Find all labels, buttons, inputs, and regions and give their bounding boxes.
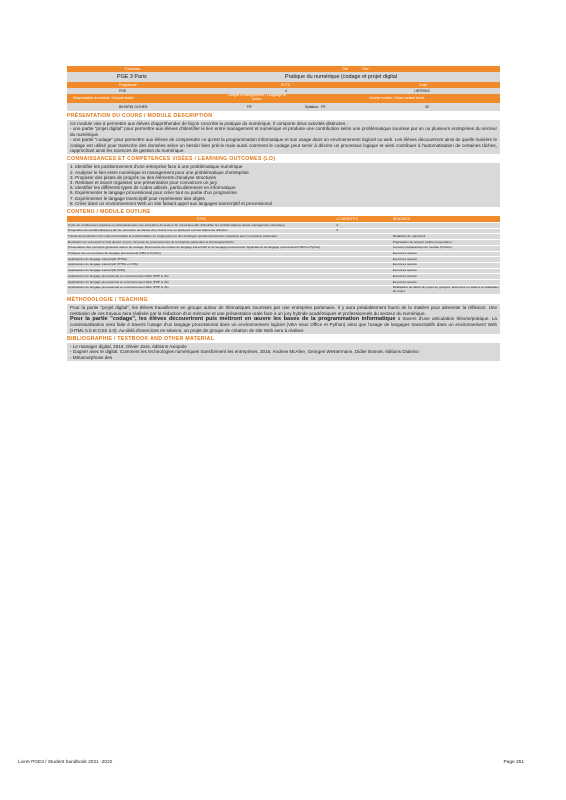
outline-reading-cell: Réalisation du début du projet en groupes. Exercices en séance et réalisation du projet [392, 285, 499, 293]
outline-topic-cell: Applications du langage processional en environnement Web (PHP & JS) [67, 280, 335, 286]
learning-outcome-item: 6. Expérimenter le langage processional pour créer tout ou partie d'un programme [70, 190, 237, 196]
ects-label: ECTS [281, 83, 291, 87]
outline-topic-cell: Applications du langage transcriptif (HTML et CSS) [67, 262, 335, 268]
biblio-block [67, 343, 500, 361]
responsable-value: BIHORIN OLIVIER [119, 105, 148, 109]
learning-outcome-item: 7. Expérimenter le langage transcriptif pour représenter des objets [70, 195, 205, 201]
presentation-title: PRÉSENTATION DU COURS / MODULE DESCRIPTION [67, 113, 213, 119]
topic-header: TOPIC [67, 216, 335, 223]
module-outline-table [67, 216, 500, 295]
langue-label: Langue d'enseignement / Language of tuition [228, 93, 286, 101]
title-value: Pratique du numérique (codage et projet digital [285, 74, 398, 80]
header-row1-values [67, 72, 500, 82]
outline-lo-cell: 0 [335, 228, 391, 234]
lo-header: LO BENEFITS [335, 216, 391, 223]
syllabus-label: Syllabus: [305, 105, 319, 109]
learning-outcome-item: 2. Analyser le lien entre numérique et management pour une problématique d'entreprise [70, 169, 249, 175]
outline-lo-cell [335, 285, 391, 294]
methodologie-title: MÉTHODOLOGIE / TEACHING [67, 297, 148, 304]
langue-value: FR [247, 105, 252, 109]
programme-value: PGE [119, 89, 127, 93]
programme-label: Programme [119, 83, 137, 87]
formation-value: PGE 3 Paris [117, 74, 147, 80]
presentation-paragraph: - une partie "projet digital" pour permettre aux élèves d'identifier le lien entre management et numérique et produire une contribution selon une problématique soumise par un ou plusieurs entreprises du secteur du numérique. [70, 126, 497, 137]
outline-topic-cell: Travail de production d'un manuscrit traitant la problématique en s'appuyant sur des échanges questions/réponses organisés avec l'entreprise partenaire. [67, 234, 335, 240]
outline-topic-cell: Applications du langage transcriptif (CSS) [67, 268, 335, 274]
outline-reading-cell: Exercices séance [392, 251, 500, 257]
biblio-item: - Le manager digital, 2016, Olivier Zara, éditions Axiopole [70, 344, 187, 350]
biblio-title: BIBLIOGRAPHIE / TEXTBOOK AND OTHER MATERIAL [67, 336, 215, 343]
header-row3-values [67, 103, 500, 111]
outline-reading-cell: Lectures préparatoires du module (2 blocs) [392, 245, 500, 251]
titre-label: Titre [362, 67, 369, 71]
outline-reading-cell: Exercices séance [392, 257, 500, 263]
competences-block [67, 163, 500, 207]
outline-topic-cell: Restitution du manuscrit à l'oral devant un jury composé de professionnels de l'entreprise partenaire et d'enseignants/CN [67, 240, 335, 246]
responsable-label: Responsable du module / Module leader [73, 96, 134, 100]
learning-outcome-item: 3. Proposer des pistes de progrès ou des éléments d'analyse structurés [70, 174, 216, 180]
footer-left: Livret PGE3 / Student handbook 2021 -2022 [18, 760, 113, 765]
presentation-block [67, 120, 500, 154]
outline-topic-cell: Cycle de conférences organisé en partenariat avec une entreprise du secteur du numérique afin d'identifier les problématiques actuel management numérique. [67, 223, 335, 229]
outline-reading-cell: Exercices séance [392, 274, 500, 280]
outline-reading-cell: Rédaction du manuscrit [392, 234, 500, 240]
methodologie-highlight: Pour la partie "codage", les élèves découvriront puis mettront en œuvre les bases de la programmation informatique [70, 316, 396, 323]
outline-reading-cell: Préparation du support visible présentation [392, 240, 500, 246]
outline-reading-cell: Exercices séance [392, 262, 500, 268]
methodologie-paragraph: à travers d'une articulation théorie/pratique. La contextualisation sera faite à travers l'usage d'un langage processional dans un environnement logiciel (VBA sous Office et Python) ainsi que l'usage de langages transcriptifs dans un environnement Web (HTML 5.0 et CSS 3.0). Au-delà d'exercices en séance, un projet de groupe de création de site Web sera à réaliser. [70, 316, 497, 333]
formation-label: Formation [125, 67, 141, 71]
learning-outcome-item: 4. Restituer et savoir organiser une présentation pour convaincre un jury [70, 180, 218, 186]
outline-lo-cell: 0 [335, 223, 391, 229]
outline-topic-cell: Applications du langage transcriptif (HTML) [67, 257, 335, 263]
methodologie-paragraph: Pour la partie "projet digital", les élèves travailleront en groupe autour de thématiques soumises par une entreprise partenaire. Il y aura préalablement fourni de la matière pour alimenter la réflexion. Une restitution de ces travaux sera réalisée par la rédaction d'un mémoire et une présentation orale face à un jury hybride académiques et professionnels du secteur du numérique. [70, 305, 497, 316]
readings-header: READINGS [392, 216, 500, 223]
presentation-paragraph: - une partie "codage" pour permettre aux élèves de comprendre ce qu'est la programmation informatique et son usage dans un environnement logiciel ou web. Les élèves découvriront ainsi de quelle manière le codage est utilisé pour transcrire des données selon un besoin bien précis mais aussi comment le codage peut servir à décrire un processus logique et ainsi contribuer à l'automatisation de certaines tâches, rapprochant ainsi les sciences de gestion du numérique. [70, 137, 497, 154]
outline-topic-cell: Applications du langage processional en environnement Web (PHP & JS) [67, 274, 335, 280]
outline-row [67, 285, 500, 294]
learning-outcome-item: 8. Créer dans un environnement Web un site faisant appel aux langages transcriptif et processional [70, 200, 272, 206]
contenu-title: CONTENU / MODULE OUTLINE [67, 209, 151, 216]
competences-title: CONNAISSANCES ET COMPÉTENCES VISÉES / LEARNING OUTCOMES (LO) [67, 156, 276, 163]
code-value: I.INTR003 [414, 89, 430, 93]
outline-topic-cell: Proposition de problématique(s) afin de permettre au élèves d'en choisir une ou plusieurs comme thème de réflexion [67, 228, 335, 234]
learning-outcome-item: 1. Identifier les positionnement d'une entreprise face à une problématique numérique [70, 164, 243, 170]
ects-value: 4 [285, 89, 287, 93]
volume-label: Volume horaire / Class contact hours [369, 96, 425, 100]
biblio-item: - Gagner avec le digital. Comment les technologies numériques transforment les entreprises, 2016, Andrew McAfee, Georges Westermann, Didier Bonnet, éditions Dialeino [70, 349, 419, 355]
biblio-item: - Métamorphose des [70, 354, 113, 360]
presentation-paragraph: Ce module vise à permettre aux élèves d'appréhender de façon concrète la pratique du numérique. Il comporte deux activités distinctes : [70, 121, 348, 126]
hours-value: 30 [425, 105, 429, 109]
learning-outcome-item: 5. Identifier les différents types de codes utilisés, particulièrement en informatique [70, 185, 236, 191]
footer-page-number: Page 251 [503, 760, 524, 765]
outline-topic-cell: Présentation des concepts généraux autour du codage: Découverte des bases du langage transcriptif et du langage processional. Applications du langage processional (VBA et Python) [67, 245, 335, 251]
syllabus-value: FR [321, 105, 326, 109]
header-row3-labels [67, 94, 500, 103]
outline-reading-cell: Exercices séance [392, 280, 500, 286]
code-label: Code [419, 83, 428, 87]
outline-topic-cell: Applications du langage processional en environnement Web (PHP & JS) [67, 285, 335, 294]
outline-topic-cell: Pratiquer des et exercices du langage processional (VBA et Python). [67, 251, 335, 257]
methodologie-block [67, 304, 500, 334]
outline-reading-cell: Exercices séance [392, 268, 500, 274]
title-label: Title [342, 67, 349, 71]
syllabus-sheet [67, 66, 500, 361]
